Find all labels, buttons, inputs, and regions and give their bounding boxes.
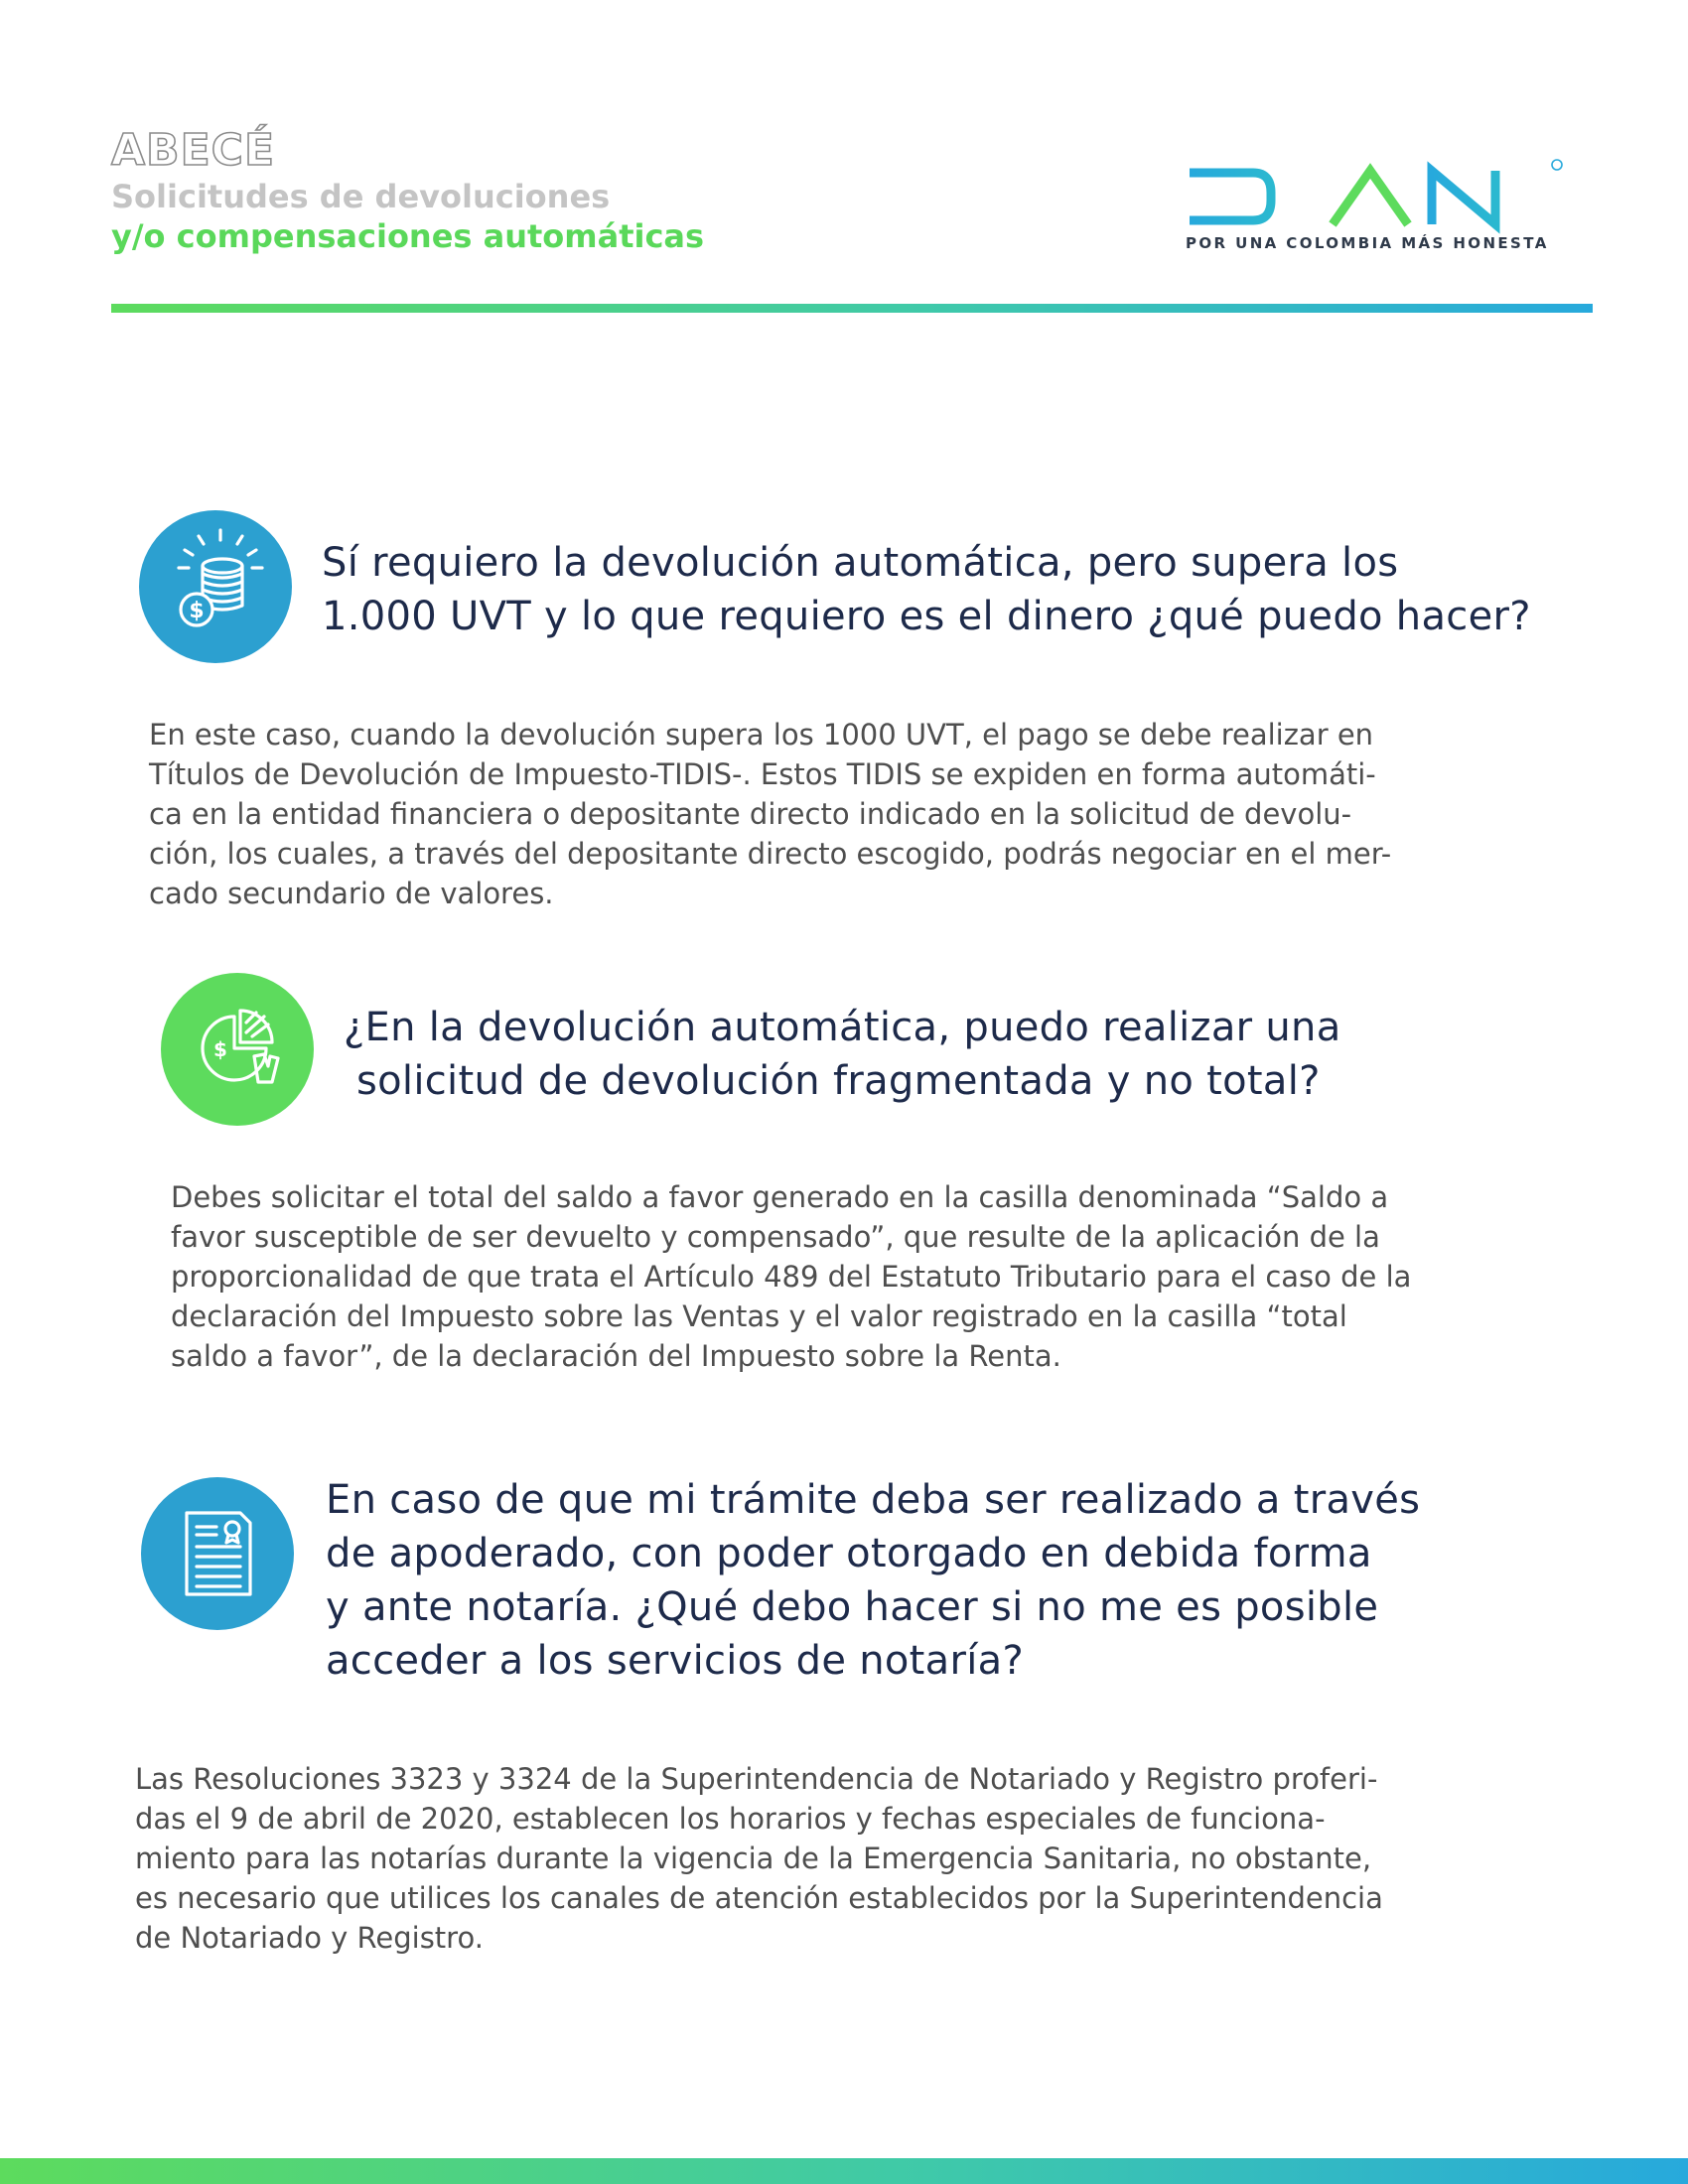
- answer-3-line: das el 9 de abril de 2020, establecen los horarios y fechas especiales de funciona-: [135, 1802, 1326, 1836]
- question-3: [326, 1473, 1420, 1688]
- answer-2-line: proporcionalidad de que trata el Artículo 489 del Estatuto Tributario para el caso de la: [171, 1260, 1412, 1294]
- footer-bar: [0, 2158, 1688, 2184]
- logo-tagline: POR UNA COLOMBIA MÁS HONESTA: [1186, 234, 1549, 252]
- question-3-line: y ante notaría. ¿Qué debo hacer si no me es posible: [326, 1584, 1379, 1630]
- answer-1-line: cado secundario de valores.: [149, 877, 554, 910]
- question-1-line: 1.000 UVT y lo que requiero es el dinero ¿qué puedo hacer?: [322, 594, 1531, 639]
- answer-1-line: Títulos de Devolución de Impuesto-TIDIS-. Estos TIDIS se expiden en forma automáti-: [149, 757, 1376, 791]
- answer-2: [171, 1177, 1411, 1376]
- answer-2-line: declaración del Impuesto sobre las Ventas y el valor registrado en la casilla “total: [171, 1299, 1347, 1333]
- question-2-line: solicitud de devolución fragmentada y no total?: [344, 1058, 1321, 1104]
- question-2: [344, 1001, 1341, 1108]
- answer-3-line: Las Resoluciones 3323 y 3324 de la Superintendencia de Notariado y Registro proferi-: [135, 1762, 1378, 1796]
- question-3-line: de apoderado, con poder otorgado en debida forma: [326, 1531, 1372, 1576]
- dian-wordmark: [1190, 169, 1495, 224]
- answer-1-line: ción, los cuales, a través del depositante directo escogido, podrás negociar en el mer-: [149, 837, 1392, 871]
- subtitle-line-1: Solicitudes de devoluciones: [111, 178, 611, 215]
- answer-3-line: miento para las notarías durante la vigencia de la Emergencia Sanitaria, no obstante,: [135, 1842, 1372, 1875]
- svg-text:$: $: [213, 1037, 227, 1061]
- answer-2-line: saldo a favor”, de la declaración del Impuesto sobre la Renta.: [171, 1339, 1061, 1373]
- certificate-document-icon: [141, 1477, 294, 1630]
- abece-title: ABECÉ: [111, 125, 275, 176]
- svg-text:$: $: [189, 599, 205, 623]
- answer-2-line: favor susceptible de ser devuelto y compensado”, que resulte de la aplicación de la: [171, 1220, 1380, 1254]
- answer-1-line: ca en la entidad financiera o depositante directo indicado en la solicitud de devolu-: [149, 797, 1352, 831]
- answer-3-line: es necesario que utilices los canales de atención establecidos por la Superintendencia: [135, 1881, 1383, 1915]
- question-3-line: En caso de que mi trámite deba ser realizado a través: [326, 1477, 1421, 1523]
- pie-chart-money-icon: [161, 973, 314, 1126]
- header-divider: [111, 304, 1593, 313]
- question-3-line: acceder a los servicios de notaría?: [326, 1638, 1024, 1684]
- coins-icon: [139, 510, 292, 663]
- registered-mark-icon: [1552, 160, 1562, 170]
- question-1: [322, 536, 1531, 643]
- document-header: [111, 127, 704, 256]
- question-2-line: ¿En la devolución automática, puedo realizar una: [344, 1005, 1341, 1050]
- answer-2-line: Debes solicitar el total del saldo a favor generado en la casilla denominada “Saldo a: [171, 1180, 1389, 1214]
- answer-1: [149, 715, 1391, 913]
- answer-3: [135, 1759, 1383, 1958]
- subtitle-line-2: y/o compensaciones automáticas: [111, 217, 705, 255]
- answer-3-line: de Notariado y Registro.: [135, 1921, 484, 1955]
- question-1-line: Sí requiero la devolución automática, pero supera los: [322, 540, 1399, 586]
- answer-1-line: En este caso, cuando la devolución supera los 1000 UVT, el pago se debe realizar en: [149, 718, 1374, 751]
